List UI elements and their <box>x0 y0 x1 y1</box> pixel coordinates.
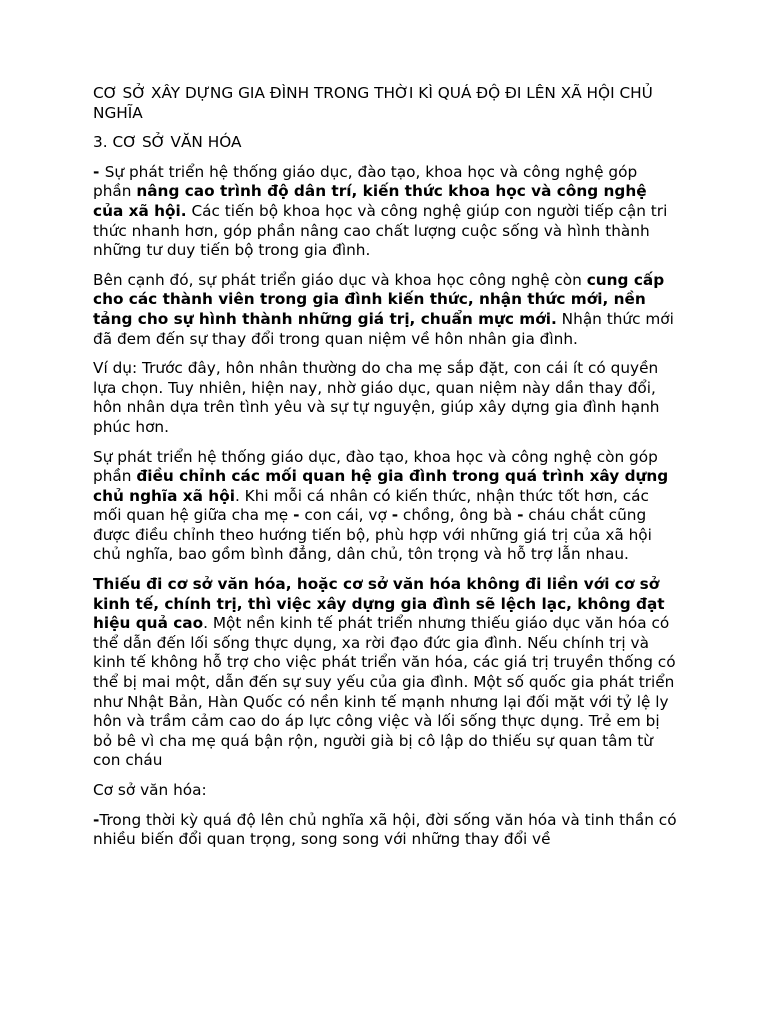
paragraph-new-values <box>93 271 678 349</box>
paragraph-text: Nhận thức mới đã đem đến sự thay đổi trong quan niệm về hôn nhân gia đình. <box>93 309 674 348</box>
bold-dash: - <box>517 506 524 525</box>
paragraph-transition-period <box>93 811 678 850</box>
paragraph-text: Sự phát triển hệ thống giáo dục, đào tạo, khoa học và công nghệ góp phần <box>93 162 638 201</box>
bold-emphasis: cung cấp cho các thành viên trong gia đình kiến thức, nhận thức mới, nền tảng cho sự hình thành những giá trị, chuẩn mực mới. <box>93 270 665 328</box>
paragraph-education-knowledge <box>93 163 678 261</box>
paragraph-lacking-culture <box>93 575 678 771</box>
paragraph-text: Sự phát triển hệ thống giáo dục, đào tạo, khoa học và công nghệ còn góp phần <box>93 447 658 486</box>
paragraph-cultural-basis-label: Cơ sở văn hóa: <box>93 781 207 799</box>
document-page <box>93 84 678 860</box>
dash-bullet: - <box>93 162 105 181</box>
section-heading: 3. CƠ SỞ VĂN HÓA <box>93 133 242 152</box>
paragraph-text: Bên cạnh đó, sự phát triển giáo dục và khoa học công nghệ còn <box>93 270 587 289</box>
paragraph-text: . Khi mỗi cá nhân có kiến thức, nhận thức tốt hơn, các mối quan hệ giữa cha mẹ <box>93 486 649 525</box>
document-title: CƠ SỞ XÂY DỰNG GIA ĐÌNH TRONG THỜI KÌ QUÁ ĐỘ ĐI LÊN XÃ HỘI CHỦ NGHĨA <box>93 84 653 122</box>
bold-emphasis: Thiếu đi cơ sở văn hóa, hoặc cơ sở văn hóa không đi liền với cơ sở kinh tế, chính trị, thì việc xây dựng gia đình sẽ lệch lạc, không đạt hiệu quả cao <box>93 575 665 633</box>
bold-emphasis: điều chỉnh các mối quan hệ gia đình trong quá trình xây dựng chủ nghĩa xã hội <box>93 467 669 505</box>
bold-dash: - <box>293 506 300 525</box>
bold-emphasis: nâng cao trình độ dân trí, kiến thức khoa học và công nghệ của xã hội. <box>93 182 647 220</box>
paragraph-text: Trong thời kỳ quá độ lên chủ nghĩa xã hội, đời sống văn hóa và tinh thần có nhiều biến đổi quan trọng, song song với những thay đổi về <box>93 810 677 849</box>
paragraph-text: chồng, ông bà <box>398 506 518 525</box>
bold-dash: - <box>93 810 100 829</box>
paragraph-text: con cái, vợ <box>299 506 392 525</box>
paragraph-text: Các tiến bộ khoa học và công nghệ giúp con người tiếp cận tri thức nhanh hơn, góp phần nâng cao chất lượng cuộc sống và hình thành những tư duy tiến bộ trong gia đình. <box>93 201 668 260</box>
bold-dash: - <box>391 506 399 525</box>
paragraph-example: Ví dụ: Trước đây, hôn nhân thường do cha mẹ sắp đặt, con cái ít có quyền lựa chọn. Tuy nhiên, hiện nay, nhờ giáo dục, quan niệm này dần thay đổi, hôn nhân dựa trên tình yêu và sự tự nguyện, giúp xây dựng gia đình hạnh phúc hơn. <box>93 359 660 436</box>
paragraph-text: cháu chắt cũng được điều chỉnh theo hướng tiến bộ, phù hợp với những giá trị của xã hội chủ nghĩa, bao gồm bình đẳng, dân chủ, tôn trọng và hỗ trợ lẫn nhau. <box>93 506 652 564</box>
paragraph-family-relations <box>93 448 678 566</box>
paragraph-text: . Một nền kinh tế phát triển nhưng thiếu giáo dục văn hóa có thể dẫn đến lối sống thực dụng, xa rời đạo đức gia đình. Nếu chính trị và kinh tế không hỗ trợ cho việc phát triển văn hóa, các giá trị truyền thống có thể bị mai một, dẫn đến sự suy yếu của gia đình. Một số quốc gia phát triển như Nhật Bản, Hàn Quốc có nền kinh tế mạnh nhưng lại đối mặt với tỷ lệ ly hôn và trầm cảm cao do áp lực công việc và lối sống thực dụng. Trẻ em bị bỏ bê vì cha mẹ quá bận rộn, người già bị cô lập do thiếu sự quan tâm từ con cháu <box>93 614 676 770</box>
